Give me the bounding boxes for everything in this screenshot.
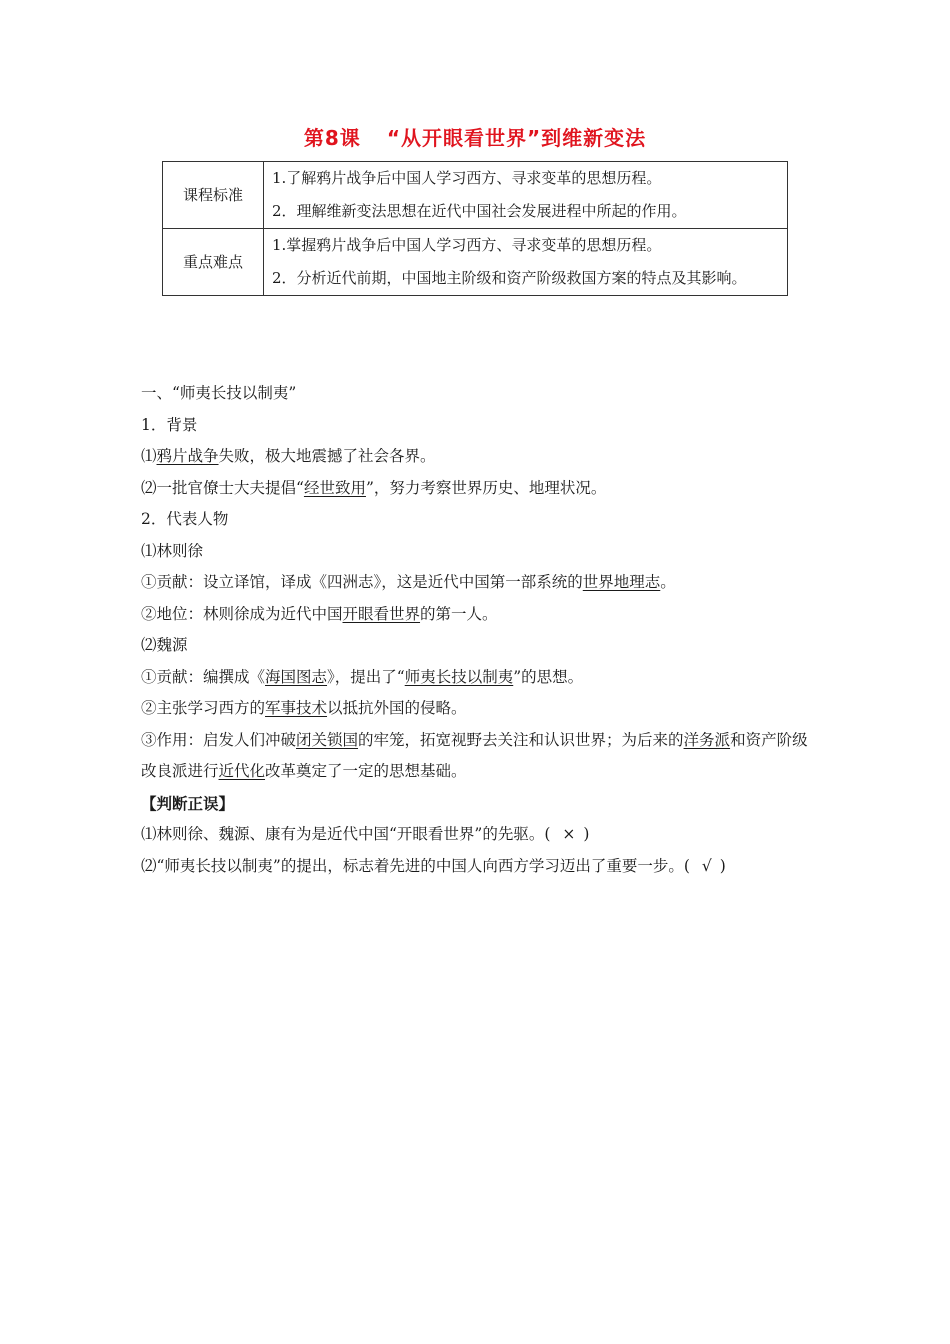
background-point-2: ⑵一批官僚士大夫提倡“经世致用”，努力考察世界历史、地理状况。	[141, 478, 607, 497]
lin-contribution: ①贡献：设立译馆，译成《四洲志》，这是近代中国第一部系统的世界地理志。	[141, 573, 676, 591]
page-title	[0, 122, 950, 151]
blank-answer: 师夷长技以制夷	[404, 667, 514, 686]
wei-proposal: ②主张学习西方的军事技术以抵抗外国的侵略。	[141, 699, 467, 717]
blank-answer: 洋务派	[683, 730, 731, 749]
section-heading: 一、“师夷长技以制夷”	[141, 384, 297, 402]
blank-answer: 军事技术	[265, 699, 328, 717]
lesson-content	[141, 378, 821, 882]
judge-heading: 【判断正误】	[141, 793, 235, 813]
key-points-item-1: 1.掌握鸦片战争后中国人学习西方、寻求变革的思想历程。	[272, 236, 662, 254]
blank-answer: 世界地理志	[582, 573, 661, 591]
wei-yuan-heading: ⑵魏源	[141, 636, 188, 654]
standards-item-2: 2．理解维新变法思想在近代中国社会发展进程中所起的作用。	[272, 202, 687, 220]
judge-item-2: ⑵“师夷长技以制夷”的提出，标志着先进的中国人向西方学习迈出了重要一步。( √ )	[141, 851, 821, 883]
blank-answer: 开眼看世界	[342, 604, 421, 623]
background-point-1: ⑴鸦片战争失败，极大地震撼了社会各界。	[141, 447, 436, 465]
key-points-cell	[264, 229, 788, 296]
blank-answer: 海国图志	[265, 667, 328, 686]
curriculum-table	[162, 161, 788, 296]
lesson-topic: “从开眼看世界”到维新变法	[386, 126, 647, 150]
blank-answer: 经世致用	[303, 478, 366, 497]
table-row	[163, 229, 788, 296]
standards-cell	[264, 162, 788, 229]
judge-answer-mark: ×	[562, 825, 576, 843]
lin-status: ②地位：林则徐成为近代中国开眼看世界的第一人。	[141, 604, 498, 623]
judge-item-1: ⑴林则徐、魏源、康有为是近代中国“开眼看世界”的先驱。( × )	[141, 819, 821, 851]
table-row	[163, 162, 788, 229]
blank-answer: 鸦片战争	[156, 447, 219, 465]
lin-zexu-heading: ⑴林则徐	[141, 541, 204, 560]
lesson-number: 第8课	[303, 126, 361, 150]
row-header-standards: 课程标准	[163, 162, 264, 229]
wei-contribution: ①贡献：编撰成《海国图志》，提出了“师夷长技以制夷”的思想。	[141, 667, 584, 686]
wei-impact: ③作用：启发人们冲破闭关锁国的牢笼，拓宽视野去关注和认识世界；为后来的洋务派和资产阶级改良派进行近代化改革奠定了一定的思想基础。	[141, 730, 808, 780]
key-points-item-2: 2．分析近代前期，中国地主阶级和资产阶级救国方案的特点及其影响。	[272, 269, 747, 287]
blank-answer: 近代化	[218, 762, 266, 780]
row-header-key-points: 重点难点	[163, 229, 264, 296]
figures-heading: 2．代表人物	[141, 510, 229, 528]
judge-answer-mark: √	[701, 856, 712, 875]
standards-item-1: 1.了解鸦片战争后中国人学习西方、寻求变革的思想历程。	[272, 169, 662, 187]
blank-answer: 闭关锁国	[296, 730, 359, 749]
background-heading: 1．背景	[141, 415, 198, 434]
